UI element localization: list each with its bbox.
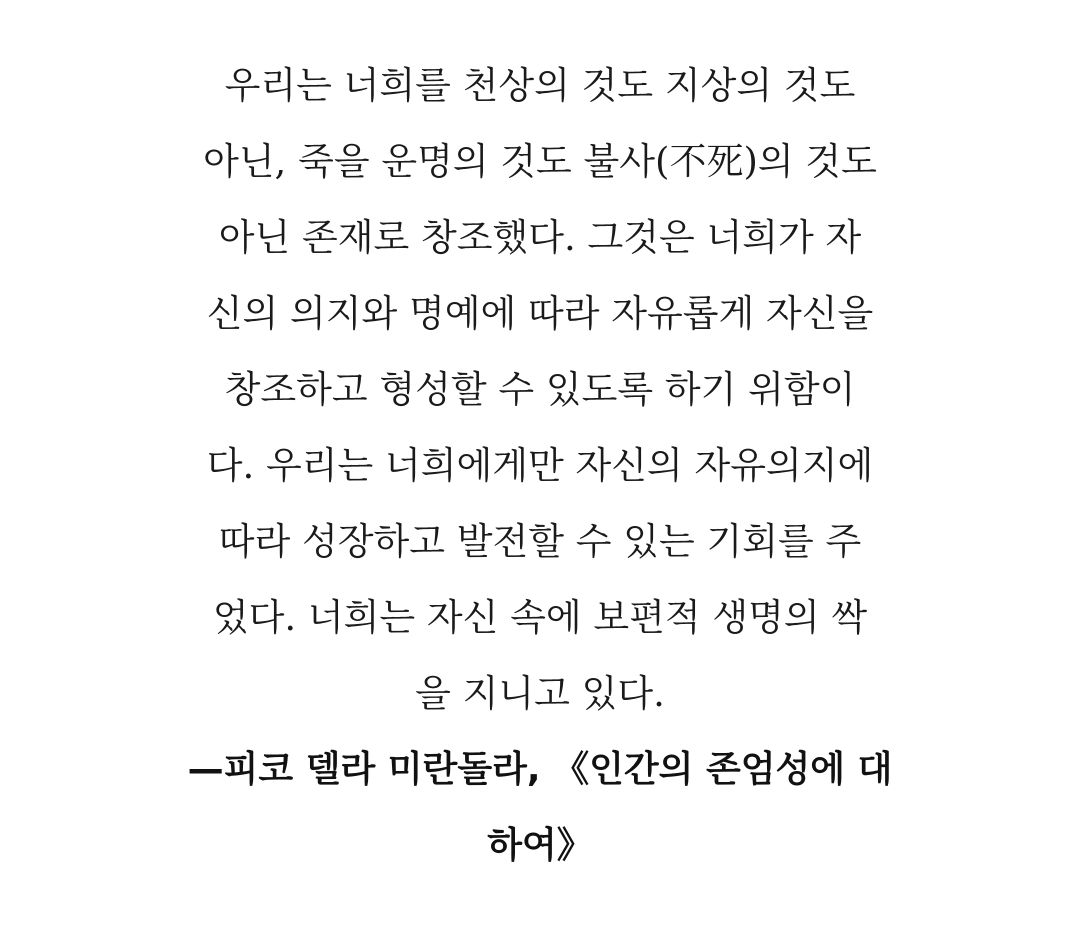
quote-line: 었다. 너희는 자신 속에 보편적 생명의 싹 [212,596,868,639]
document-page [0,48,1080,884]
quote-line: 따라 성장하고 발전할 수 있는 기회를 주 [218,520,862,563]
quote-line: 우리는 너희를 천상의 것도 지상의 것도 [224,64,856,107]
quote-line: 아닌, 죽을 운명의 것도 불사(不死)의 것도 [203,140,877,183]
quote-block [0,48,1080,732]
quote-line: 을 지니고 있다. [415,672,665,715]
quote-line: 신의 의지와 명예에 따라 자유롭게 자신을 [206,292,874,335]
quote-line: 다. 우리는 너희에게만 자신의 자유의지에 [206,444,874,487]
quote-line: 아닌 존재로 창조했다. 그것은 너희가 자 [218,216,862,259]
attribution-block [0,732,1080,884]
attribution-line: —피코 델라 미란돌라, 《인간의 존엄성에 대 [187,749,893,790]
attribution-line: 하여》 [487,825,593,866]
quote-line: 창조하고 형성할 수 있도록 하기 위함이 [224,368,856,411]
